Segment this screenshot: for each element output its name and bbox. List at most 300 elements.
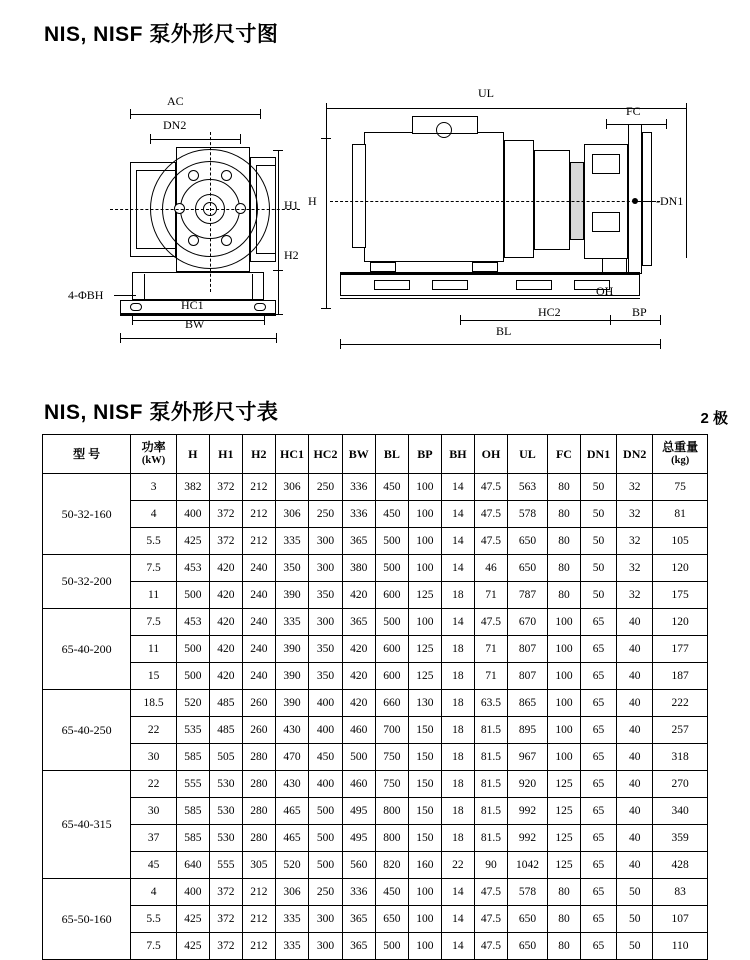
- cell-value: 372: [209, 474, 242, 501]
- cell-value: 585: [176, 825, 209, 852]
- cell-value: 420: [342, 636, 375, 663]
- cell-value: 125: [547, 852, 580, 879]
- cell-value: 365: [342, 528, 375, 555]
- cell-value: 65: [580, 906, 616, 933]
- table-row: [43, 906, 708, 933]
- cell-value: 5.5: [131, 906, 177, 933]
- cell-value: 63.5: [474, 690, 507, 717]
- cell-value: 65: [580, 825, 616, 852]
- cell-value: 11: [131, 636, 177, 663]
- cell-value: 1042: [508, 852, 548, 879]
- cell-value: 175: [653, 582, 708, 609]
- cell-value: 150: [408, 825, 441, 852]
- cell-model: 50-32-200: [43, 555, 131, 609]
- cell-value: 18: [441, 771, 474, 798]
- cell-value: 40: [617, 690, 653, 717]
- cell-value: 212: [242, 879, 275, 906]
- table-header-row: [43, 435, 708, 474]
- cell-value: 125: [408, 663, 441, 690]
- cell-value: 177: [653, 636, 708, 663]
- cell-value: 820: [375, 852, 408, 879]
- cell-value: 90: [474, 852, 507, 879]
- label-dn1: -DN1: [656, 194, 684, 208]
- cell-value: 560: [342, 852, 375, 879]
- label-ac: AC: [167, 94, 184, 108]
- cell-value: 37: [131, 825, 177, 852]
- cell-value: 425: [176, 906, 209, 933]
- cell-value: 50: [580, 582, 616, 609]
- cell-value: 14: [441, 609, 474, 636]
- label-ul: UL: [478, 86, 494, 100]
- cell-value: 520: [275, 852, 308, 879]
- cell-value: 100: [547, 690, 580, 717]
- label-hc1: HC1: [181, 298, 204, 312]
- cell-value: 18: [441, 798, 474, 825]
- table-row: [43, 798, 708, 825]
- cell-value: 83: [653, 879, 708, 906]
- cell-value: 500: [309, 852, 342, 879]
- cell-value: 350: [275, 555, 308, 582]
- cell-value: 380: [342, 555, 375, 582]
- cell-value: 18: [441, 825, 474, 852]
- cell-value: 495: [342, 798, 375, 825]
- cell-value: 22: [131, 717, 177, 744]
- cell-value: 430: [275, 771, 308, 798]
- cell-value: 32: [617, 501, 653, 528]
- th-model: 型 号: [43, 435, 131, 474]
- cell-value: 280: [242, 771, 275, 798]
- cell-value: 14: [441, 528, 474, 555]
- cell-value: 81.5: [474, 798, 507, 825]
- cell-value: 600: [375, 636, 408, 663]
- cell-value: 100: [408, 474, 441, 501]
- cell-value: 40: [617, 771, 653, 798]
- cell-value: 65: [580, 636, 616, 663]
- side-view-motor-body: [364, 132, 504, 262]
- label-bl: BL: [496, 324, 512, 338]
- cell-value: 500: [176, 582, 209, 609]
- cell-value: 340: [653, 798, 708, 825]
- cell-value: 992: [508, 798, 548, 825]
- cell-value: 47.5: [474, 906, 507, 933]
- cell-value: 470: [275, 744, 308, 771]
- cell-value: 222: [653, 690, 708, 717]
- cell-value: 22: [441, 852, 474, 879]
- cell-value: 372: [209, 906, 242, 933]
- cell-value: 71: [474, 663, 507, 690]
- cell-value: 100: [547, 717, 580, 744]
- cell-value: 120: [653, 609, 708, 636]
- cell-value: 650: [508, 528, 548, 555]
- cell-value: 530: [209, 825, 242, 852]
- cell-value: 485: [209, 717, 242, 744]
- cell-value: 5.5: [131, 528, 177, 555]
- cell-value: 40: [617, 663, 653, 690]
- cell-value: 600: [375, 582, 408, 609]
- cell-value: 585: [176, 744, 209, 771]
- cell-value: 555: [209, 852, 242, 879]
- cell-value: 505: [209, 744, 242, 771]
- cell-value: 967: [508, 744, 548, 771]
- cell-value: 100: [408, 933, 441, 960]
- cell-value: 11: [131, 582, 177, 609]
- cell-value: 40: [617, 798, 653, 825]
- cell-value: 420: [342, 690, 375, 717]
- cell-value: 100: [547, 636, 580, 663]
- cell-value: 47.5: [474, 879, 507, 906]
- page-title-table: NIS, NISF 泵外形尺寸表: [44, 401, 279, 424]
- cell-value: 520: [176, 690, 209, 717]
- th-weight-unit: (kg): [671, 454, 690, 466]
- th-weight: [653, 435, 708, 474]
- cell-value: 350: [309, 582, 342, 609]
- th-h: H: [176, 435, 209, 474]
- table-row: [43, 501, 708, 528]
- cell-value: 300: [309, 906, 342, 933]
- th-power-unit: (kW): [141, 454, 166, 466]
- cell-value: 18: [441, 744, 474, 771]
- cell-value: 150: [408, 717, 441, 744]
- cell-value: 428: [653, 852, 708, 879]
- front-view-base: [132, 272, 264, 300]
- table-row: [43, 663, 708, 690]
- cell-value: 50: [580, 474, 616, 501]
- cell-value: 18.5: [131, 690, 177, 717]
- cell-value: 7.5: [131, 933, 177, 960]
- cell-value: 212: [242, 933, 275, 960]
- table-row: [43, 555, 708, 582]
- cell-value: 125: [408, 636, 441, 663]
- cell-value: 359: [653, 825, 708, 852]
- cell-value: 500: [375, 609, 408, 636]
- side-view-fan-cowl: [352, 144, 366, 248]
- th-fc: FC: [547, 435, 580, 474]
- cell-value: 400: [176, 501, 209, 528]
- table-row: [43, 636, 708, 663]
- cell-value: 530: [209, 771, 242, 798]
- cell-value: 430: [275, 717, 308, 744]
- table-row: [43, 609, 708, 636]
- cell-value: 75: [653, 474, 708, 501]
- cell-value: 390: [275, 663, 308, 690]
- cell-value: 500: [176, 663, 209, 690]
- cell-value: 306: [275, 474, 308, 501]
- cell-value: 150: [408, 798, 441, 825]
- table-row: [43, 879, 708, 906]
- cell-value: 100: [547, 744, 580, 771]
- cell-value: 450: [375, 879, 408, 906]
- cell-value: 47.5: [474, 528, 507, 555]
- cell-value: 100: [408, 906, 441, 933]
- cell-value: 563: [508, 474, 548, 501]
- cell-value: 30: [131, 798, 177, 825]
- cell-value: 420: [209, 663, 242, 690]
- table-row: [43, 717, 708, 744]
- table-body: [43, 474, 708, 960]
- cell-value: 81.5: [474, 744, 507, 771]
- cell-value: 71: [474, 636, 507, 663]
- cell-value: 460: [342, 717, 375, 744]
- cell-value: 450: [309, 744, 342, 771]
- cell-value: 420: [209, 582, 242, 609]
- table-row: [43, 582, 708, 609]
- cell-value: 700: [375, 717, 408, 744]
- cell-value: 420: [209, 609, 242, 636]
- cell-value: 500: [309, 798, 342, 825]
- dimensions-table-wrapper: [42, 434, 708, 960]
- cell-value: 425: [176, 933, 209, 960]
- cell-value: 81: [653, 501, 708, 528]
- side-view-flange-face: [642, 132, 652, 266]
- cell-value: 40: [617, 852, 653, 879]
- cell-value: 460: [342, 771, 375, 798]
- cell-value: 47.5: [474, 609, 507, 636]
- cell-value: 40: [617, 825, 653, 852]
- cell-value: 80: [547, 582, 580, 609]
- cell-value: 18: [441, 690, 474, 717]
- cell-value: 14: [441, 906, 474, 933]
- cell-value: 100: [408, 609, 441, 636]
- cell-value: 335: [275, 528, 308, 555]
- cell-value: 65: [580, 852, 616, 879]
- cell-value: 100: [408, 555, 441, 582]
- cell-value: 485: [209, 690, 242, 717]
- cell-value: 306: [275, 879, 308, 906]
- cell-value: 14: [441, 555, 474, 582]
- cell-value: 80: [547, 501, 580, 528]
- cell-value: 420: [209, 555, 242, 582]
- th-hc2: HC2: [309, 435, 342, 474]
- cell-value: 240: [242, 609, 275, 636]
- cell-value: 212: [242, 906, 275, 933]
- front-view-bolt-2: [221, 170, 232, 181]
- cell-value: 390: [275, 636, 308, 663]
- cell-value: 240: [242, 582, 275, 609]
- cell-value: 350: [309, 663, 342, 690]
- cell-value: 40: [617, 609, 653, 636]
- cell-value: 81.5: [474, 717, 507, 744]
- cell-value: 335: [275, 609, 308, 636]
- cell-value: 305: [242, 852, 275, 879]
- front-view-bolt-6: [221, 235, 232, 246]
- cell-value: 450: [375, 501, 408, 528]
- cell-value: 500: [375, 528, 408, 555]
- cell-value: 453: [176, 609, 209, 636]
- cell-value: 130: [408, 690, 441, 717]
- th-bp: BP: [408, 435, 441, 474]
- th-dn1: DN1: [580, 435, 616, 474]
- technical-drawing: [40, 62, 710, 372]
- cell-value: 125: [408, 582, 441, 609]
- label-h1: H1: [284, 198, 299, 212]
- cell-value: 992: [508, 825, 548, 852]
- cell-value: 100: [408, 879, 441, 906]
- table-row: [43, 528, 708, 555]
- cell-value: 14: [441, 879, 474, 906]
- cell-value: 260: [242, 690, 275, 717]
- cell-value: 125: [547, 798, 580, 825]
- cell-value: 500: [342, 744, 375, 771]
- cell-value: 80: [547, 555, 580, 582]
- table-row: [43, 744, 708, 771]
- th-h2: H2: [242, 435, 275, 474]
- cell-value: 350: [309, 636, 342, 663]
- cell-value: 336: [342, 879, 375, 906]
- label-bp: BP: [632, 305, 647, 319]
- cell-value: 650: [508, 906, 548, 933]
- cell-value: 660: [375, 690, 408, 717]
- cell-value: 335: [275, 906, 308, 933]
- cell-value: 18: [441, 582, 474, 609]
- label-dn2: DN2: [163, 118, 187, 132]
- cell-value: 335: [275, 933, 308, 960]
- cell-value: 100: [547, 663, 580, 690]
- cell-value: 365: [342, 933, 375, 960]
- cell-value: 382: [176, 474, 209, 501]
- cell-value: 212: [242, 528, 275, 555]
- cell-value: 365: [342, 609, 375, 636]
- cell-value: 895: [508, 717, 548, 744]
- side-view-bearing-housing: [534, 150, 570, 250]
- cell-value: 420: [209, 636, 242, 663]
- cell-value: 650: [508, 933, 548, 960]
- label-bolt-hole: 4-ΦBH: [68, 288, 104, 302]
- cell-value: 81.5: [474, 771, 507, 798]
- cell-value: 65: [580, 798, 616, 825]
- cell-value: 787: [508, 582, 548, 609]
- cell-value: 300: [309, 555, 342, 582]
- side-view-motor-foot-left: [370, 262, 396, 272]
- cell-value: 390: [275, 690, 308, 717]
- cell-value: 365: [342, 906, 375, 933]
- cell-value: 465: [275, 798, 308, 825]
- cell-value: 120: [653, 555, 708, 582]
- cell-value: 100: [408, 501, 441, 528]
- cell-value: 125: [547, 825, 580, 852]
- cell-value: 240: [242, 636, 275, 663]
- side-view-lifting-eye: [436, 122, 452, 138]
- cell-value: 300: [309, 933, 342, 960]
- cell-value: 260: [242, 717, 275, 744]
- table-row: [43, 825, 708, 852]
- cell-value: 420: [342, 663, 375, 690]
- cell-value: 372: [209, 879, 242, 906]
- cell-value: 50: [617, 906, 653, 933]
- cell-value: 187: [653, 663, 708, 690]
- cell-value: 807: [508, 663, 548, 690]
- cell-value: 650: [375, 906, 408, 933]
- label-hc2: HC2: [538, 305, 561, 319]
- th-ul: UL: [508, 435, 548, 474]
- cell-value: 40: [617, 744, 653, 771]
- cell-value: 400: [309, 690, 342, 717]
- cell-value: 45: [131, 852, 177, 879]
- cell-model: 65-40-200: [43, 609, 131, 690]
- cell-value: 4: [131, 501, 177, 528]
- th-bl: BL: [375, 435, 408, 474]
- cell-value: 250: [309, 501, 342, 528]
- cell-value: 420: [342, 582, 375, 609]
- cell-value: 30: [131, 744, 177, 771]
- cell-value: 7.5: [131, 609, 177, 636]
- cell-value: 336: [342, 501, 375, 528]
- cell-model: 65-40-315: [43, 771, 131, 879]
- cell-value: 800: [375, 825, 408, 852]
- cell-value: 46: [474, 555, 507, 582]
- cell-value: 71: [474, 582, 507, 609]
- cell-value: 650: [508, 555, 548, 582]
- cell-value: 670: [508, 609, 548, 636]
- cell-value: 750: [375, 744, 408, 771]
- cell-value: 14: [441, 474, 474, 501]
- cell-value: 105: [653, 528, 708, 555]
- cell-value: 110: [653, 933, 708, 960]
- cell-model: 50-32-160: [43, 474, 131, 555]
- cell-value: 150: [408, 771, 441, 798]
- cell-value: 40: [617, 717, 653, 744]
- side-view-base-slot-3: [516, 280, 552, 290]
- front-view-bolt-5: [188, 235, 199, 246]
- cell-value: 4: [131, 879, 177, 906]
- poles-label: 2 极: [700, 410, 728, 427]
- cell-value: 280: [242, 798, 275, 825]
- cell-value: 555: [176, 771, 209, 798]
- cell-value: 100: [408, 528, 441, 555]
- label-fc: FC: [626, 104, 641, 118]
- cell-value: 50: [580, 528, 616, 555]
- cell-value: 865: [508, 690, 548, 717]
- cell-model: 65-50-160: [43, 879, 131, 960]
- side-view-motor-foot-right: [472, 262, 498, 272]
- cell-value: 18: [441, 717, 474, 744]
- cell-value: 425: [176, 528, 209, 555]
- cell-value: 807: [508, 636, 548, 663]
- cell-value: 372: [209, 933, 242, 960]
- cell-value: 336: [342, 474, 375, 501]
- cell-value: 65: [580, 879, 616, 906]
- th-oh: OH: [474, 435, 507, 474]
- dimensions-table: [42, 434, 708, 960]
- cell-value: 585: [176, 798, 209, 825]
- label-h2: H2: [284, 248, 299, 262]
- cell-value: 300: [309, 609, 342, 636]
- cell-value: 270: [653, 771, 708, 798]
- cell-value: 372: [209, 528, 242, 555]
- cell-value: 920: [508, 771, 548, 798]
- label-h: H: [308, 194, 317, 208]
- cell-value: 500: [176, 636, 209, 663]
- cell-value: 150: [408, 744, 441, 771]
- cell-value: 15: [131, 663, 177, 690]
- front-view-foot-hole-right: [254, 303, 266, 311]
- cell-model: 65-40-250: [43, 690, 131, 771]
- cell-value: 465: [275, 825, 308, 852]
- cell-value: 530: [209, 798, 242, 825]
- front-view-bolt-1: [188, 170, 199, 181]
- cell-value: 257: [653, 717, 708, 744]
- cell-value: 640: [176, 852, 209, 879]
- cell-value: 14: [441, 933, 474, 960]
- cell-value: 160: [408, 852, 441, 879]
- table-row: [43, 933, 708, 960]
- cell-value: 390: [275, 582, 308, 609]
- cell-value: 535: [176, 717, 209, 744]
- cell-value: 578: [508, 879, 548, 906]
- th-weight-top: 总重量: [662, 440, 699, 455]
- cell-value: 212: [242, 501, 275, 528]
- cell-value: 300: [309, 528, 342, 555]
- cell-value: 318: [653, 744, 708, 771]
